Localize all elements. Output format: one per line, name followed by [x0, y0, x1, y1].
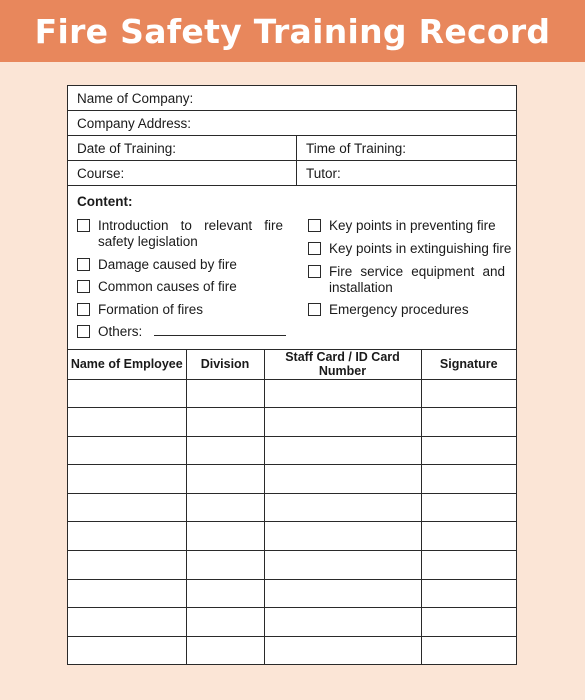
table-cell[interactable]: [68, 408, 186, 437]
table-cell[interactable]: [186, 493, 264, 522]
column-header: Staff Card / ID Card Number: [264, 350, 421, 379]
company-address-field[interactable]: Company Address:: [77, 115, 192, 131]
checkbox[interactable]: [308, 242, 321, 255]
table-cell[interactable]: [186, 408, 264, 437]
column-header: Signature: [421, 350, 516, 379]
table-cell[interactable]: [264, 608, 421, 637]
company-address-row: [68, 111, 516, 136]
table-cell[interactable]: [68, 551, 186, 580]
content-option[interactable]: [308, 241, 511, 257]
table-row: [68, 608, 516, 637]
option-label: Others:: [98, 324, 143, 339]
employee-table: [68, 350, 516, 665]
table-row: [68, 379, 516, 408]
table-cell[interactable]: [186, 379, 264, 408]
title-banner: [0, 0, 585, 62]
content-option[interactable]: [308, 218, 496, 234]
table-cell[interactable]: [68, 522, 186, 551]
table-cell[interactable]: [68, 493, 186, 522]
table-cell[interactable]: [421, 522, 516, 551]
training-record-form: [67, 85, 517, 665]
table-cell[interactable]: [421, 551, 516, 580]
checkbox[interactable]: [308, 303, 321, 316]
time-of-training-field[interactable]: Time of Training:: [306, 140, 407, 156]
table-body: [68, 379, 516, 665]
table-cell[interactable]: [264, 579, 421, 608]
table-row: [68, 636, 516, 665]
content-option[interactable]: [308, 264, 505, 296]
content-option-others[interactable]: [77, 324, 286, 340]
table-cell[interactable]: [68, 379, 186, 408]
course-field[interactable]: Course:: [68, 161, 297, 185]
page-title: Fire Safety Training Record: [34, 11, 551, 51]
checkbox[interactable]: [308, 265, 321, 278]
table-cell[interactable]: [421, 408, 516, 437]
checkbox[interactable]: [77, 303, 90, 316]
checkbox[interactable]: [77, 258, 90, 271]
option-label: Emergency procedures: [329, 302, 469, 317]
content-option[interactable]: [77, 218, 283, 250]
table-header-row: [68, 350, 516, 379]
table-cell[interactable]: [264, 379, 421, 408]
table-row: [68, 408, 516, 437]
tutor-field[interactable]: Tutor:: [306, 165, 341, 181]
table-cell[interactable]: [264, 522, 421, 551]
others-input-line[interactable]: [154, 324, 286, 336]
table-cell[interactable]: [68, 579, 186, 608]
table-cell[interactable]: [68, 636, 186, 665]
table-cell[interactable]: [186, 522, 264, 551]
table-cell[interactable]: [264, 408, 421, 437]
option-label: Common causes of fire: [98, 279, 237, 294]
table-cell[interactable]: [186, 636, 264, 665]
content-option[interactable]: [77, 257, 237, 273]
table-cell[interactable]: [264, 493, 421, 522]
table-cell[interactable]: [421, 436, 516, 465]
table-row: [68, 436, 516, 465]
table-row: [68, 465, 516, 494]
checkbox[interactable]: [77, 280, 90, 293]
table-cell[interactable]: [421, 493, 516, 522]
content-option[interactable]: [77, 279, 237, 295]
option-label: Introduction to relevant fire safety legislation: [98, 218, 283, 249]
content-section: [68, 186, 516, 350]
table-cell[interactable]: [68, 608, 186, 637]
table-row: [68, 522, 516, 551]
content-option[interactable]: [77, 302, 203, 318]
table-cell[interactable]: [421, 636, 516, 665]
checkbox[interactable]: [77, 325, 90, 338]
date-of-training-field[interactable]: Date of Training:: [68, 136, 297, 160]
content-label: Content:: [77, 194, 133, 209]
table-cell[interactable]: [186, 551, 264, 580]
table-cell[interactable]: [186, 465, 264, 494]
table-cell[interactable]: [421, 379, 516, 408]
date-time-row: [68, 136, 516, 161]
table-cell[interactable]: [68, 436, 186, 465]
table-row: [68, 579, 516, 608]
column-header: Division: [186, 350, 264, 379]
table-cell[interactable]: [264, 436, 421, 465]
table-cell[interactable]: [186, 436, 264, 465]
column-header: Name of Employee: [68, 350, 186, 379]
company-name-row: [68, 86, 516, 111]
table-cell[interactable]: [421, 579, 516, 608]
option-label: Key points in preventing fire: [329, 218, 496, 233]
table-cell[interactable]: [264, 551, 421, 580]
table-cell[interactable]: [186, 579, 264, 608]
table-cell[interactable]: [264, 465, 421, 494]
checkbox[interactable]: [77, 219, 90, 232]
option-label: Formation of fires: [98, 302, 204, 317]
table-row: [68, 493, 516, 522]
table-row: [68, 551, 516, 580]
table-cell[interactable]: [264, 636, 421, 665]
option-label: Fire service equipment and installation: [329, 264, 505, 295]
company-name-field[interactable]: Name of Company:: [77, 90, 194, 106]
table-cell[interactable]: [68, 465, 186, 494]
table-cell[interactable]: [421, 465, 516, 494]
content-option[interactable]: [308, 302, 469, 318]
course-tutor-row: [68, 161, 516, 186]
table-cell[interactable]: [186, 608, 264, 637]
option-label: Damage caused by fire: [98, 257, 237, 272]
checkbox[interactable]: [308, 219, 321, 232]
option-label: Key points in extinguishing fire: [329, 241, 512, 256]
table-cell[interactable]: [421, 608, 516, 637]
